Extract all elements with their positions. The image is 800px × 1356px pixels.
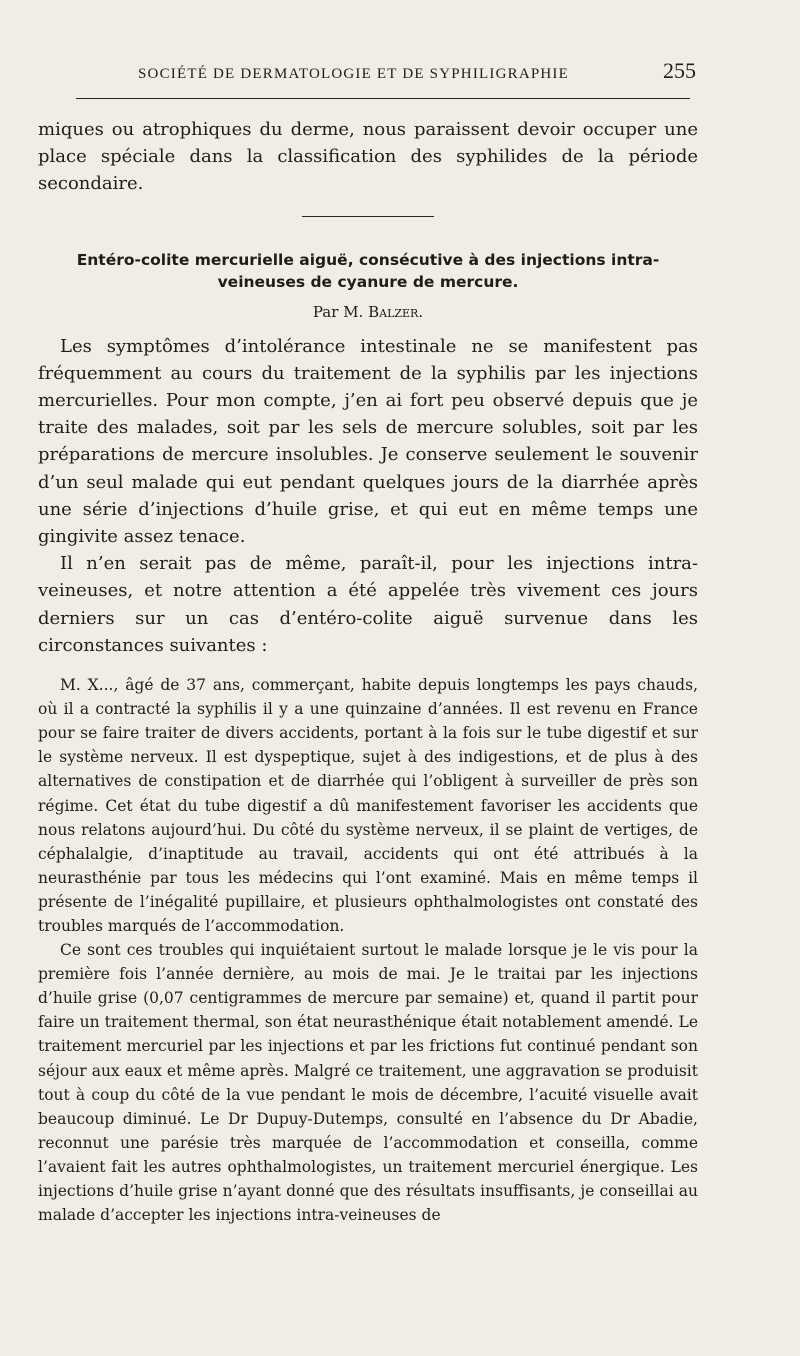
body-paragraph: Il n’en serait pas de même, paraît-il, pour les injections intra-veineuses, et notre attention a été appelée très vivement ces jours derniers sur un cas d’entéro-colite aiguë survenue dans les circonstances suivantes :	[38, 553, 698, 656]
page-number: 255	[663, 58, 696, 83]
section-separator	[302, 216, 434, 217]
case-paragraph: Ce sont ces troubles qui inquiétaient surtout le malade lorsque je le vis pour la première fois l’année dernière, au mois de mai. Je le traitai par les injections d’huile grise (0,07 centigrammes de mercure par semaine) et, quand il partit pour faire un traitement thermal, son état neurasthénique était notablement amendé. Le traitement mercuriel par les injections et par les frictions fut continué pendant son séjour aux eaux et même après. Malgré ce traitement, une aggravation se produisit tout à coup du côté de la vue pendant le mois de décembre, l’acuité visuelle avait beaucoup diminué. Le Dr Dupuy-Dutemps, consulté en l’absence du Dr Abadie, reconnut une parésie très marquée de l’accommodation et conseilla, comme l’avaient fait les autres ophthalmologistes, un traitement mercuriel énergique. Les injections d’huile grise n’ayant donné que des résultats insuffisants, je conseillai au malade d’accepter les injections intra-veineuses de	[38, 941, 698, 1225]
continuation-paragraph: miques ou atrophiques du derme, nous paraissent devoir occuper une place spéciale dans la classification des syphilides de la période secondaire.	[38, 119, 698, 195]
running-title: SOCIÉTÉ DE DERMATOLOGIE ET DE SYPHILIGRAPHIE	[138, 66, 569, 82]
article-title: Entéro-colite mercurielle aiguë, consécutive à des injections intra-veineuses de cyanure de mercure.	[76, 250, 660, 291]
running-header	[38, 58, 696, 84]
page-body	[38, 116, 698, 1227]
header-rule	[76, 98, 690, 99]
byline	[38, 303, 698, 321]
case-paragraph: M. X..., âgé de 37 ans, commerçant, habite depuis longtemps les pays chauds, où il a contracté la syphilis il y a une quinzaine d’années. Il est revenu en France pour se faire traiter de divers accidents, portant à la fois sur le tube digestif et sur le système nerveux. Il est dyspeptique, sujet à des indigestions, et de plus à des alternatives de constipation et de diarrhée qui l’obligent à surveiller de près son régime. Cet état du tube digestif a dû manifestement favoriser les accidents que nous relatons aujourd’hui. Du côté du système nerveux, il se plaint de vertiges, de céphalalgie, d’inaptitude au travail, accidents qui ont été attribués à la neurasthénie par tous les médecins qui l’ont examiné. Mais en même temps il présente de l’inégalité pupillaire, et plusieurs ophthalmologistes ont constaté des troubles marqués de l’accommodation.	[38, 676, 698, 935]
byline-prefix: Par M.	[312, 302, 364, 321]
body-paragraph: Les symptômes d’intolérance intestinale ne se manifestent pas fréquemment au cours du traitement de la syphilis par les injections mercurielles. Pour mon compte, j’en ai fort peu observé depuis que je traite des malades, soit par les sels de mercure solubles, soit par les préparations de mercure insolubles. Je conserve seulement le souvenir d’un seul malade qui eut pendant quelques jours de la diarrhée après une série d’injections d’huile grise, et qui eut en même temps une gingivite assez tenace.	[38, 335, 698, 548]
byline-author: Balzer.	[368, 302, 424, 321]
